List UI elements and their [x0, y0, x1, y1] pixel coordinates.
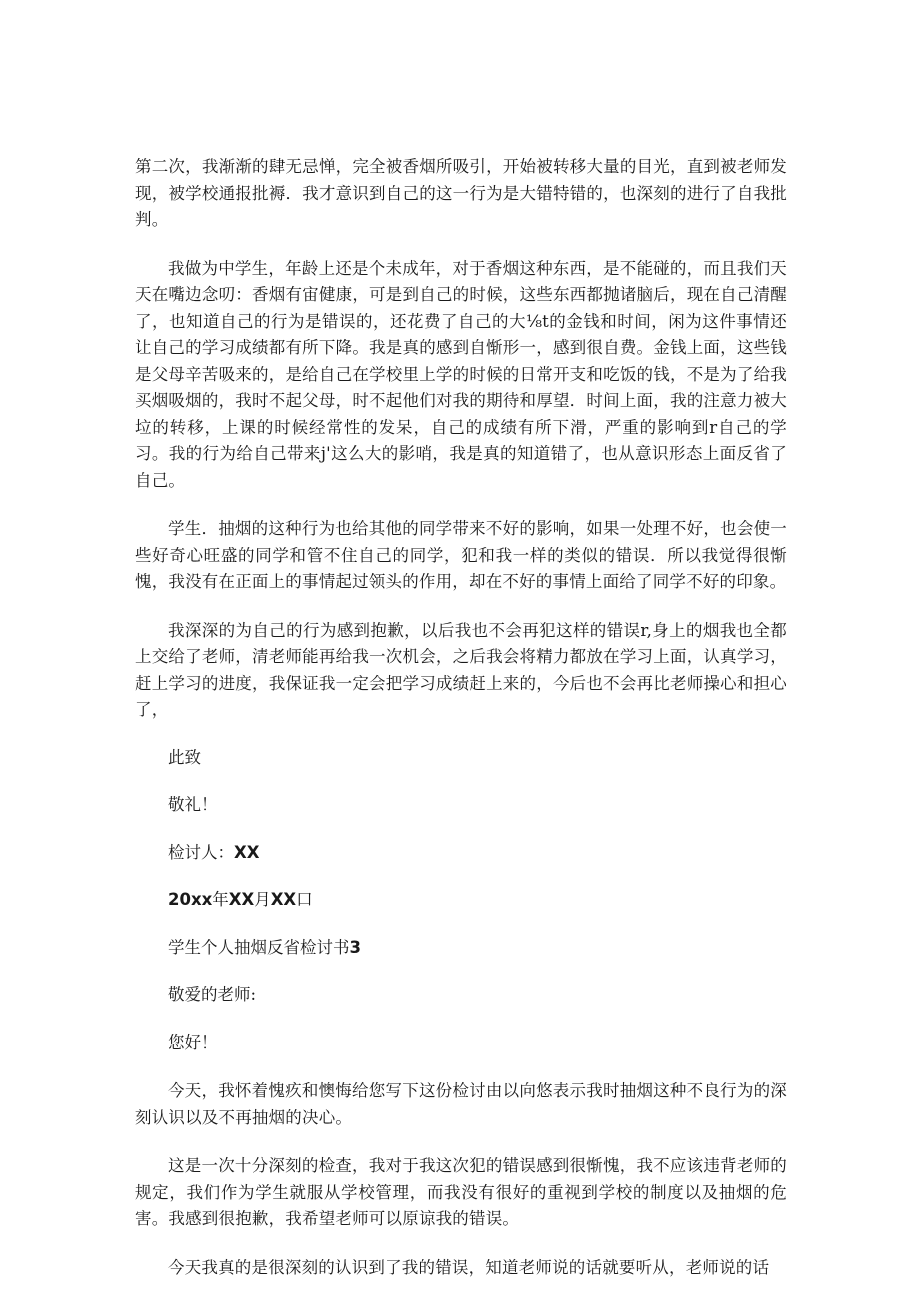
next-title-text: 学生个人抽烟反省检讨书 [168, 937, 350, 957]
signer-label: 检讨人： [168, 842, 234, 862]
salute-line: 敬礼！ [168, 795, 218, 814]
paragraph-1: 第二次，我渐渐的肆无忌惮，完全被香烟所吸引，开始被转移大量的目光，直到被老师发现，被学校通报批褥．我才意识到自己的这一行为是大错特错的，也深刻的进行了自我批判。 [135, 157, 787, 229]
paragraph-7: 今天我真的是很深刻的认识到了我的错误，知道老师说的话就要听从，老师说的话 [168, 1257, 770, 1277]
date-line [135, 887, 787, 914]
greeting-line: 敬爱的老师: [168, 985, 257, 1004]
paragraph-5: 今天，我怀着愧疚和懊悔给您写下这份检讨由以向悠表示我时抽烟这种不良行为的深刻认识以及不再抽烟的决心。 [135, 1081, 787, 1127]
next-title-number: 3 [349, 937, 361, 957]
date-year-char: 年 [212, 890, 229, 909]
date-month-char: 月 [254, 890, 271, 909]
signer-name: XX [234, 842, 260, 862]
next-title [135, 935, 787, 962]
paragraph-2: 我做为中学生，年龄上还是个未成年，对于香烟这种东西，是不能碰的，而且我们天天在嘴边念叨：香烟有宙健康，可是到自己的时候，这些东西都抛诸脑后，现在自己清醒了，也知道自己的行为是错误的，还花费了自己的大⅛t的金钱和时间，闲为这件事情还让自己的学习成绩都有所下降。我是真的感到自惭形一，感到很自费。金钱上面，这些钱是父母辛苦吸来的，是给自己在学校里上学的时候的日常开支和吃饭的钱，不是为了给我买烟吸烟的，我时不起父母，时不起他们对我的期待和厚望．时间上面，我的注意力被大垃的转移，上课的时候经常性的发呆，自己的成绩有所下滑，严重的影响到r自己的学习。我的行为给自己带来j'这么大的影哨，我是真的知道错了，也从意识形态上面反省了自己。 [135, 258, 787, 490]
date-day-char: 口 [296, 890, 313, 909]
date-year: 20xx [168, 890, 213, 909]
paragraph-4: 我深深的为自己的行为感到抱歉，以后我也不会再犯这样的错误r,身上的烟我也全都上交给了老师，清老师能再给我一次机会，之后我会将精力都放在学习上面，认真学习，赶上学习的进度，我保证我一定会把学习成绩赶上来的，今后也不会再比老师操心和担心了， [135, 620, 787, 719]
closing-line: 此致 [168, 747, 201, 767]
document-page [135, 154, 787, 1281]
paragraph-6: 这是一次十分深刻的检查，我对于我这次犯的错误感到很惭愧，我不应该违背老师的规定，我们作为学生就服从学校管理，而我没有很好的重视到学校的制度以及抽烟的危害。我感到很抱歉，我希望老师可以原谅我的错误。 [135, 1156, 787, 1228]
signer-line [135, 840, 787, 867]
date-month: XX [228, 890, 255, 909]
hello-line: 您好！ [168, 1032, 218, 1052]
paragraph-3: 学生．抽烟的这种行为也给其他的同学带来不好的影响，如果一处理不好，也会使一些好奇心旺盛的同学和管不住自己的同学，犯和我一样的类似的错误．所以我觉得很惭愧，我没有在正面上的事情起过领头的作用，却在不好的事情上面给了同学不好的印象。 [135, 519, 787, 591]
date-day: XX [270, 890, 297, 909]
